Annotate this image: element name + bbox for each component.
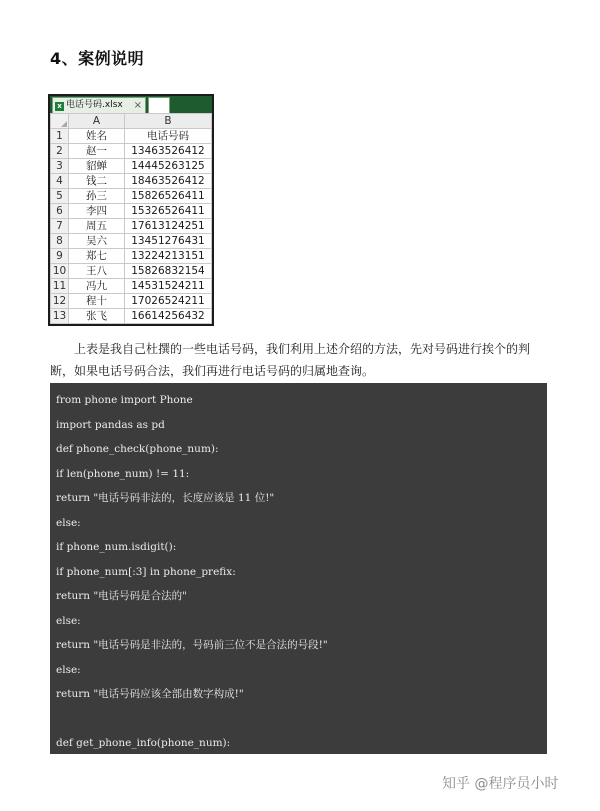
- row-number[interactable]: 12: [51, 294, 69, 309]
- cell-phone[interactable]: 13224213151: [125, 249, 212, 264]
- cell-phone[interactable]: 17613124251: [125, 219, 212, 234]
- spreadsheet-tab-label: 电话号码.xlsx: [66, 100, 123, 110]
- code-line: if len(phone_num) != 11:: [56, 467, 190, 480]
- cell-name[interactable]: 李四: [69, 204, 125, 219]
- row-number[interactable]: 6: [51, 204, 69, 219]
- cell-phone[interactable]: 15326526411: [125, 204, 212, 219]
- table-row: [51, 309, 212, 324]
- cell-name[interactable]: 赵一: [69, 144, 125, 159]
- cell-name[interactable]: 吴六: [69, 234, 125, 249]
- code-line: return "电话号码非法的，长度应该是 11 位!": [56, 492, 275, 504]
- row-number[interactable]: 9: [51, 249, 69, 264]
- row-number[interactable]: 1: [51, 129, 69, 144]
- code-line: if phone_num[:3] in phone_prefix:: [56, 565, 236, 578]
- cell-phone[interactable]: 15826832154: [125, 264, 212, 279]
- spreadsheet-tab[interactable]: [52, 97, 146, 113]
- cell-phone[interactable]: 15826526411: [125, 189, 212, 204]
- code-line: else:: [56, 663, 81, 676]
- row-number[interactable]: 8: [51, 234, 69, 249]
- cell-name[interactable]: 周五: [69, 219, 125, 234]
- table-row: [51, 294, 212, 309]
- column-header-a[interactable]: A: [69, 114, 125, 129]
- select-all-corner[interactable]: [51, 114, 69, 129]
- new-tab[interactable]: [148, 97, 170, 113]
- cell-name[interactable]: 貂蝉: [69, 159, 125, 174]
- code-line: def get_phone_info(phone_num):: [56, 737, 231, 749]
- table-row: [51, 129, 212, 144]
- code-line: return "电话号码是合法的": [56, 590, 187, 602]
- cell-phone[interactable]: 13451276431: [125, 234, 212, 249]
- zhihu-watermark: 知乎 @程序员小时: [442, 776, 559, 792]
- table-row: [51, 249, 212, 264]
- table-row: [51, 279, 212, 294]
- table-row: [51, 219, 212, 234]
- cell-name[interactable]: 张飞: [69, 309, 125, 324]
- row-number[interactable]: 3: [51, 159, 69, 174]
- row-number[interactable]: 5: [51, 189, 69, 204]
- cell-name[interactable]: 姓名: [69, 129, 125, 144]
- cell-name[interactable]: 郑七: [69, 249, 125, 264]
- cell-name[interactable]: 钱二: [69, 174, 125, 189]
- excel-icon: x: [55, 102, 64, 111]
- cell-phone[interactable]: 电话号码: [125, 129, 212, 144]
- cell-phone[interactable]: 16614256432: [125, 309, 212, 324]
- table-row: [51, 189, 212, 204]
- code-line: return "电话号码是非法的，号码前三位不是合法的号段!": [56, 639, 328, 651]
- cell-name[interactable]: 冯九: [69, 279, 125, 294]
- cell-phone[interactable]: 14531524211: [125, 279, 212, 294]
- code-line: else:: [56, 516, 81, 529]
- section-heading: 4、案例说明: [50, 49, 145, 68]
- code-line: [56, 707, 547, 732]
- row-number[interactable]: 2: [51, 144, 69, 159]
- spreadsheet-grid: [50, 113, 212, 324]
- code-line: else:: [56, 614, 81, 627]
- paragraph-text: 上表是我自己杜撰的一些电话号码，我们利用上述介绍的方法，先对号码进行挨个的判断，如果电话号码合法，我们再进行电话号码的归属地查询。: [50, 342, 531, 378]
- code-line: from phone import Phone: [56, 394, 193, 406]
- row-number[interactable]: 7: [51, 219, 69, 234]
- spreadsheet-body: [51, 129, 212, 324]
- row-number[interactable]: 10: [51, 264, 69, 279]
- spreadsheet-tab-bar: [50, 96, 212, 113]
- table-row: [51, 204, 212, 219]
- code-line: def phone_check(phone_num):: [56, 443, 219, 455]
- table-row: [51, 234, 212, 249]
- table-row: [51, 264, 212, 279]
- table-row: [51, 159, 212, 174]
- cell-name[interactable]: 王八: [69, 264, 125, 279]
- cell-phone[interactable]: 17026524211: [125, 294, 212, 309]
- row-number[interactable]: 13: [51, 309, 69, 324]
- cell-name[interactable]: 程十: [69, 294, 125, 309]
- cell-phone[interactable]: 14445263125: [125, 159, 212, 174]
- cell-name[interactable]: 孙三: [69, 189, 125, 204]
- code-block: [50, 383, 547, 754]
- cell-phone[interactable]: 18463526412: [125, 174, 212, 189]
- row-number[interactable]: 11: [51, 279, 69, 294]
- close-icon[interactable]: ×: [133, 100, 142, 111]
- code-line: import pandas as pd: [56, 418, 165, 431]
- body-paragraph: [50, 338, 550, 382]
- table-row: [51, 144, 212, 159]
- code-line: if phone_num.isdigit():: [56, 541, 177, 553]
- row-number[interactable]: 4: [51, 174, 69, 189]
- code-line: return "电话号码应该全部由数字构成!": [56, 688, 244, 700]
- column-header-b[interactable]: B: [125, 114, 212, 129]
- spreadsheet-screenshot: [48, 94, 214, 326]
- table-row: [51, 174, 212, 189]
- cell-phone[interactable]: 13463526412: [125, 144, 212, 159]
- column-header-row: [51, 114, 212, 129]
